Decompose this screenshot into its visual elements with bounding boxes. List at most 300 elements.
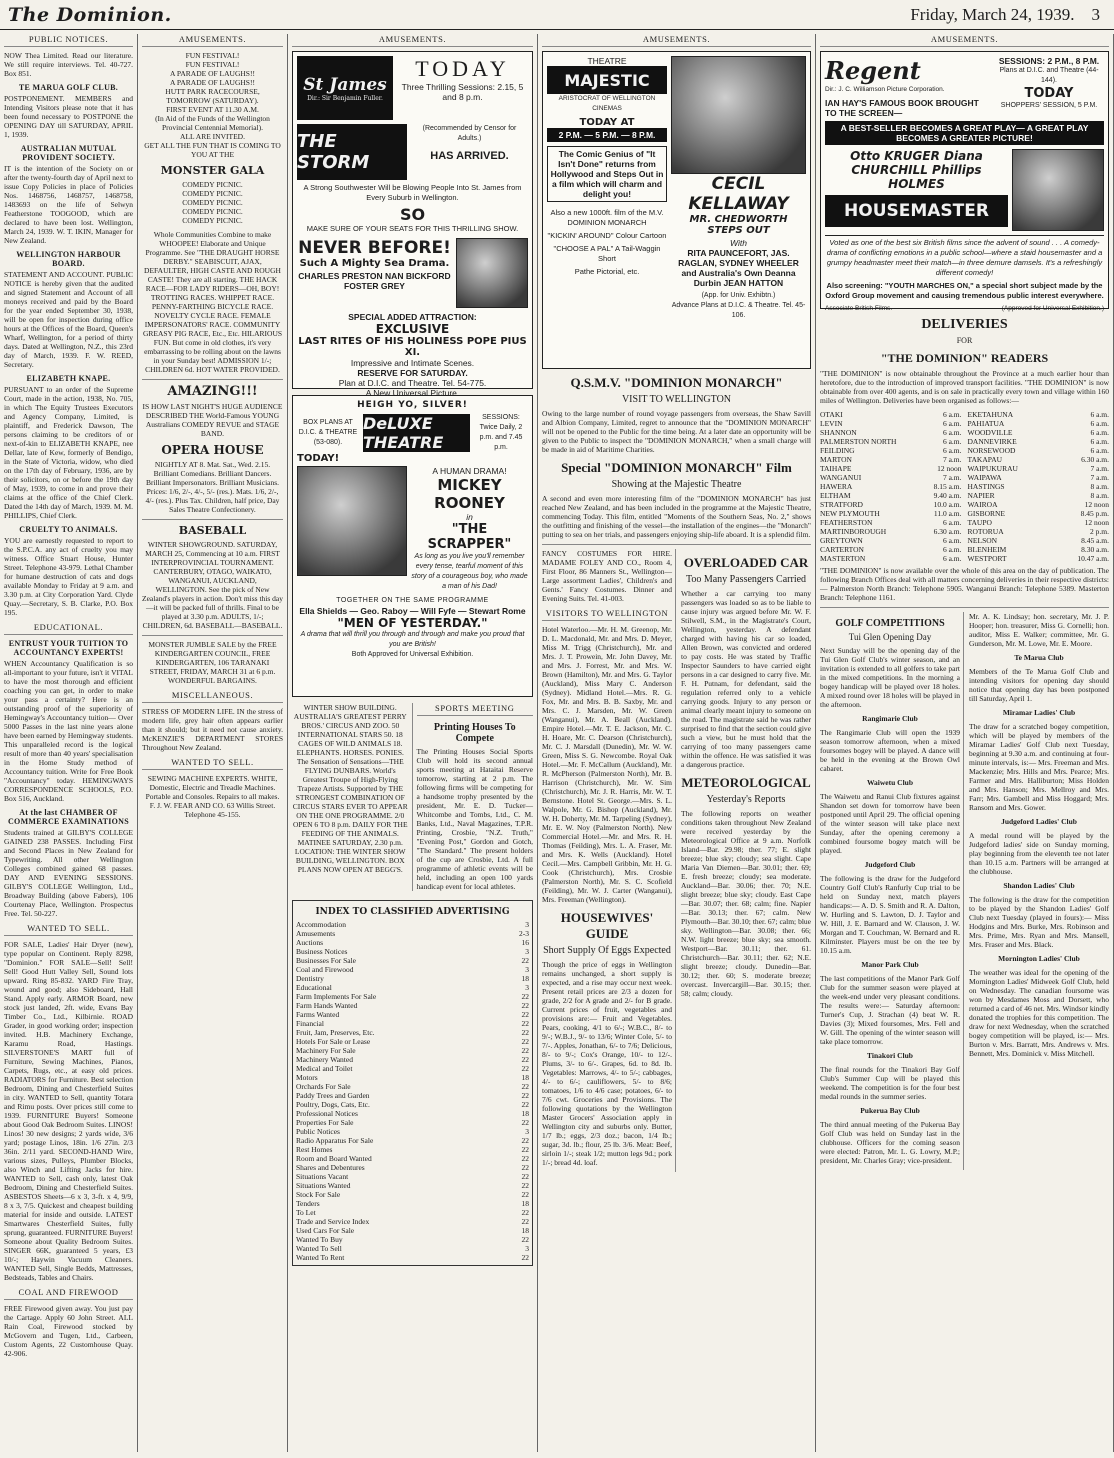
gala-body: Whole Communities Combine to make WHOOPEE! Elaborate and Unique Programme. See "THE DRAUGHT HORSE DERBY." SEABISCUIT, AJAX, DEFAULTER, HIGH CASTE AND ROUGH CASTE! They are all starting. THE HACK RACE—FOR LADY RIDERS—OH, BOY! TROTTING RACES. WHIPPET RACE. PENNY-FARTHING BICYCLE RACE. NOVELTY CYCLE RACE. FEMALE IMPERSONATORS' RACE. COMMUNITY GREASY PIG RACE, Etc., Etc. HILARIOUS FUN. But come in old clothes, it's very embarrassing to be rolling about on the lawns in your Sunday best! ADMISSION 1/-; CHILDREN 6d. HOT WATER PROVIDED. [142, 230, 283, 374]
deliveries-footer: "THE DOMINION" is now available over the whole of this area on the day of publication. The following Branch Offices deal with all matters concerning deliveries in their respective districts:— Palmerston North Branch: Telephone 5905. Wanganui Branch: Telephone 5389. Masterton Branch: Telephone 1161. [820, 566, 1109, 602]
index-page: 22 [521, 1154, 529, 1163]
delivery-time: 6 a.m. [1090, 419, 1109, 428]
amazing-body: IS HOW LAST NIGHT'S HUGE AUDIENCE DESCRIBED THE World-Famous YOUNG Australians COMEDY REVUE and STAGE BAND. [142, 402, 283, 438]
town: CARTERTON [820, 545, 864, 554]
index-label: Used Cars For Sale [296, 1226, 355, 1235]
special-film-body: A second and even more interesting film of the "DOMINION MONARCH" has just reached New Zealand, and has been included in the programme at the Majestic Theatre, commencing Today. This film, entitled "Moments of the Southern Seas, No. 2," shows the outfitting and finishing of the vessel—the installation of the engines—the "Monarch" putting to sea on her trials, and passengers enjoying ship-life aboard. It is a splendid film. [542, 494, 811, 539]
notice-body: STATEMENT AND ACCOUNT. PUBLIC NOTICE is hereby given that the audited and signed Statement and Account of all moneys received and paid by the Board for the year ended September 30, 1938, will be open for inspection during office hours at the Offices of the Board, Queen's Wharf, Wellington, for a period of thirty days. Dated at Wellington, N.Z., this 23rd day of March, 1939. F. W. REED, Secretary. [4, 270, 133, 369]
index-label: Properties For Sale [296, 1118, 354, 1127]
notice-body: POSTPONEMENT. MEMBERS and Intending Visitors please note that it has been found necessary to POSTPONE the OPENING DAY till SATURDAY, APRIL 1, 1939. [4, 94, 133, 139]
notice-title: ENTRUST YOUR TUITION TO ACCOUNTANCY EXPERTS! [8, 639, 129, 657]
delivery-row [820, 554, 962, 563]
index-label: Accommodation [296, 920, 346, 929]
index-label: Hotels For Sale or Lease [296, 1037, 371, 1046]
st-james-ad: St James Dir.: Sir Benjamin Fuller. TODAY Three Thrilling Sessions: 2.15, 5 and 8 p.m. THE STORM (Recommended by Censor for Adults.) HAS ARRIVED. A Strong Southwester Will be Blowing People Into St. James from Every Suburb in Wellington. SO MAKE SURE OF YOUR SEATS FOR THIS THRILLING SHOW. NEVER BEFORE! Such A Mighty Sea Drama. CHARLES PRESTON NAN BICKFORD FOSTER GREY SPECIAL ADDED ATTRACTION: EXCLUSIVE LAST RITES OF HIS HOLINESS POPE PIUS XI. Impressive and Intimate Scenes. RESERVE FOR SATURDAY. Plan at D.I.C. and Theatre. Tel. 54-775. A New Universal Picture. [292, 51, 533, 389]
delivery-row [968, 491, 1110, 500]
delivery-time: 2 p.m. [1090, 527, 1109, 536]
sports-title: Printing Houses To Compete [433, 722, 516, 744]
classified-index [292, 900, 533, 1266]
housemaster-title: HOUSEMASTER [825, 195, 1008, 227]
index-row [296, 1253, 529, 1262]
delivery-time: 6 a.m. [942, 518, 962, 527]
delivery-row [820, 428, 962, 437]
misc-heading: MISCELLANEOUS. [142, 690, 283, 703]
public-notice [4, 144, 133, 245]
town: NEW PLYMOUTH [820, 509, 880, 518]
delivery-time: 6 a.m. [1090, 410, 1109, 419]
picnic-line: COMEDY PICNIC. [182, 180, 243, 189]
notice-body: WHEN Accountancy Qualification is so all-important to your future, isn't it VITAL to have the most thorough and efficient coaching you can get, in order to make your pass a certainty? Here is an outstanding proof of the superiority of Hemingway's Accountancy tuition— Over 5000 Passes in the last nine years alone have been earned by Hemingway students. This unparalleled record is the logical result of more than 40 years' specialisation in the Home Study method of Accountancy tuition. Write for Free Book "Accountancy" today. HEMINGWAYS CORRESPONDENCE SCHOOLS, P.O. Box 516, Auckland. [4, 659, 133, 803]
town: HAWERA [820, 482, 853, 491]
delivery-row [820, 455, 962, 464]
delivery-time: 10.0 a.m. [933, 500, 962, 509]
delivery-time: 7 a.m. [1090, 464, 1109, 473]
public-notice [4, 250, 133, 369]
index-row [296, 1082, 529, 1091]
index-label: Orchards For Sale [296, 1082, 351, 1091]
regent-ad: Regent Dir.: J. C. Williamson Picture Corporation. IAN HAY'S FAMOUS BOOK BROUGHT TO THE SCREEN— SESSIONS: 2 P.M., 8 P.M. Plans at D.I.C. and Theatre (44-144). TODAY SHOPPERS' SESSION, 5 P.M. A BEST-SELLER BECOMES A GREAT PLAY— A GREAT PLAY BECOMES A GREATER PICTURE! Otto KRUGER Diana CHURCHILL Phillips HOLMES HOUSEMASTER Voted as one of the best six British films since the advent of sound . . . A comedy-drama of conflicting emotions in a public school—where a staid housemaster and a grumpy headmaster meet their match—in three demure damsels. It's a refreshingly different comedy! Also screening: "YOUTH MARCHES ON," a special short subject made by the Oxford Group movement and causing tremendous public interest everywhere. Associate British Films. (Approved for Universal Exhibition.) [820, 51, 1109, 309]
index-label: Rest Homes [296, 1145, 333, 1154]
educational-notice [4, 808, 133, 918]
delivery-row [968, 437, 1110, 446]
notice-title: WELLINGTON HARBOUR BOARD. [16, 250, 121, 268]
index-page: 22 [521, 1019, 529, 1028]
fancy-costumes-ad: FANCY COSTUMES FOR HIRE. MADAME FOLEY AND CO., Room 4, First Floor, 86 Manners St., Wellington—Large assortment Ladies', Children's and Gents.' Fancy Costumes. Dinner and Evening Suits. Tel. 41-003. [542, 549, 672, 603]
town: MARTON [820, 455, 852, 464]
delivery-times-table [820, 410, 1109, 563]
index-label: Public Notices [296, 1127, 340, 1136]
index-row [296, 947, 529, 956]
delivery-row [820, 473, 962, 482]
delivery-time: 10.47 a.m. [1077, 554, 1109, 563]
index-row [296, 1046, 529, 1055]
page-number: 3 [1091, 5, 1100, 24]
index-page: 22 [521, 1064, 529, 1073]
index-label: Farm Hands Wanted [296, 1001, 358, 1010]
index-page: 18 [521, 1226, 529, 1235]
index-page: 22 [521, 1217, 529, 1226]
index-row [296, 1136, 529, 1145]
fun-line: ALL ARE INVITED. [180, 132, 245, 141]
delivery-time: 12 noon [1084, 500, 1109, 509]
picnic-line: COMEDY PICNIC. [182, 189, 243, 198]
town: ROTORUA [967, 527, 1004, 536]
delivery-time: 6 a.m. [942, 536, 962, 545]
index-page: 3 [525, 920, 529, 929]
pope-film: LAST RITES OF HIS HOLINESS POPE PIUS XI. [298, 336, 527, 358]
index-label: Dentistry [296, 974, 324, 983]
golf-heading: GOLF COMPETITIONS [835, 618, 945, 629]
delivery-time: 9.40 a.m. [933, 491, 962, 500]
delivery-row [968, 536, 1110, 545]
town: MASTERTON [820, 554, 866, 563]
jumble-sale: MONSTER JUMBLE SALE by the FREE KINDERGARTEN COUNCIL, FREE KINDERGARTEN, 106 TARANAKI STREET, FRIDAY, MARCH 31 at 6 p.m. WONDERFUL BARGAINS. [148, 640, 277, 685]
column-heading: AMUSEMENTS. [292, 34, 533, 47]
index-page: 3 [525, 983, 529, 992]
public-notice [4, 374, 133, 520]
town: MARTINBOROUGH [820, 527, 887, 536]
public-notices-list [4, 51, 133, 617]
index-label: Amusements [296, 929, 336, 938]
opera-house-title: OPERA HOUSE [161, 443, 264, 457]
index-label: Machinery For Sale [296, 1046, 356, 1055]
index-row [296, 1019, 529, 1028]
special-film-heading: Special "DOMINION MONARCH" Film [561, 460, 792, 475]
notice-body: Students trained at GILBY'S COLLEGE GAINED 238 PASSES. Including First and Second Places in New Zealand for Typewriting. All other Wellington Colleges combined gained 68 passes. DAY AND EVENING SESSIONS. GILBY'S COLLEGE Wellington, Ltd., Broadway Building (above Fabers), 106 Courtenay Place, Wellington. Prospectus Free. Tel. 50-227. [4, 828, 133, 918]
delivery-time: 6 a.m. [1090, 437, 1109, 446]
delivery-row [968, 527, 1110, 536]
column-amusements-4: AMUSEMENTS. Regent Dir.: J. C. Williamson Picture Corporation. IAN HAY'S FAMOUS BOOK BROUGHT TO THE SCREEN— SESSIONS: 2 P.M., 8 P.M. Plans at D.I.C. and Theatre (44-144). TODAY SHOPPERS' SESSION, 5 P.M. A BEST-SELLER BECOMES A GREAT PLAY— A GREAT PLAY BECOMES A GREATER PICTURE! Otto KRUGER Diana CHURCHILL Phillips HOLMES HOUSEMASTER Voted as one of the best six British films since the advent of sound . . . A comedy-drama of conflicting emotions in a public school—where a staid housemaster and a grumpy headmaster meet their match—in three demure damsels. It's a refreshingly different comedy! Also screening: "YOUTH MARCHES ON," a special short subject made by the Oxford Group movement and causing tremendous public interest everywhere. Associate British Films. (Approved for Universal Exhibition.) DELIVERIES FOR "THE DOMINION" READERS "THE DOMINION" is now obtainable throughout the Province at a much earlier hour than heretofore, due to the introduction of improved transport facilities. "THE DOMINION" is now obtainable from over 400 agents, and is on sale in practically every town and village within 160 miles of Wellington. Deliveries have been organised as follows:— OTAKI 6 a.m. LEVIN 6 a.m. SHANNON 6 a.m. PALMERSTON NORTH 6 a.m. FEILDING 6 a.m. MARTON 7 a.m. TAIHAPE 12 noon WANGANUI 7 a.m. HAWERA 8.15 a.m. ELTHAM 9.40 a.m. STRATFORD 10.0 a.m. NEW PLYMOUTH 11.0 a.m. FEATHERSTON 6 a.m. MARTINBOROUGH 6.30 a.m. GREYTOWN 6 a.m. CARTERTON 6 a.m. MASTERTON 6 a.m. EKETAHUNA 6 a.m. PAHIATUA 6 a.m. WOODVILLE 6 a.m. DANNEVIRKE 6 a.m. NORSEWOOD 6 a.m. TAKAPAU 6.30 a.m. WAIPUKURAU 7 a.m. WAIPAWA 7 a.m. HASTINGS 8 a.m. NAPIER 8 a.m. WAIROA 12 noon GISBORNE 8.45 p.m. TAUPO 12 noon ROTORUA 2 p.m. NELSON 8.45 a.m. BLENHEIM 8.30 a.m. WESTPORT 10.47 a.m. "THE DOMINION" is now available over the whole of this area on the day of publication. The following Branch Offices deal with all matters concerning deliveries in their respective districts:— Palmerston North Branch: Telephone 5905. Wanganui Branch: Telephone 5389. Masterton Branch: Telephone 1161. GOLF COMPETITIONS Tui Glen Opening Day Next Sunday will be the opening day of the Tui Glen Golf Club's winter season, and an invitation is extended to all golfers to take part in the mixed competitions. In the morning a bogey handicap will be played over 18 holes. A mixed round over 18 holes will be played in the afternoon. Rangimarie Club The Rangimarie Club will open the 1939 season tomorrow afternoon, when a mixed foursomes bogey will be played. A dance will be held in the evening at the Brown Owl cabaret. Waiwetu Club The Waiwetu and Ranui Club fixtures against Shandon set down for tomorrow have been postponed until April 29. The official opening of the winter season will take place next Sunday, after the opening ceremony a combined foursome bogey match will be played. Judgeford Club The following is the draw for the Judgeford Country Golf Club's Ranfurly Cup trial to be held on Sunday next, match players handicaps:— A. D. S. Smith and R. A. Dalton, W. Hurling and S. Lawton, D. J. Taylor and W. Hill, J. E. Barnard and W. Clauson, J. W. Morgan and T. Couchman, W. Bernard and R. Kilminster. Players must be on the tee by 10.15 a.m. Manor Park Club The last competitions of the Manor Park Golf Club for the summer season were played at the week-end under very pleasant conditions. The results were:— Saturday afternoon: Turner's Cup, J. Strachan (4) beat W. R. Davies (3); Mixed foursomes, Mrs. Fell and W. Gill. The opening of the winter season will take place tomorrow. Tinakori Club The final rounds for the Tinakori Bay Golf Club's Summer Cup will be played this weekend. The competition is for the four best medal rounds in the summer series. Pukerua Bay Club The third annual meeting of the Pukerua Bay Golf Club was held on Sunday last in the clubhouse. Officers for the coming season were elected: Patron, Mr. L. G. Lowry, M.P.; president, Mr. Charles Gray; vice-president. Mr. A. K. Lindsay; hon. secretary, Mr. J. P. Hooper; hon. treasurer, Miss G. Cornelli; hon. auditor, Miss E. Walker; committee, Mr. G. Gunderson, Mr. M. Lowe, Mr. E. Moore. Te Marua Club Members of the Te Marua Golf Club and intending visitors for opening day should notice that opening day has been postponed till Saturday, April 1. Miramar Ladies' Club The draw for a scratched bogey competition, which will be played by members of the Miramar Ladies' Golf Club next Tuesday, beginning at 9.30 a.m. and continuing at four-minute intervals, is:— Mrs. Freeman and Mrs. Mackenzie; Mrs. Hills and Mrs. Pearce; Mrs. Farmer and Mrs. Halliburton; Miss Holden and Mrs. Hanson; Mrs. Mellroy and Mrs. Farr; Mrs. Gambell and Miss Hoggard; Mrs. Ransom and Mrs. Gower. Judgeford Ladies' Club A medal round will be played by the Judgeford ladies' side on Sunday morning, play beginning from the eleventh tee not later than 10.15 a.m. Partners will be arranged at the clubhouse. Shandon Ladies' Club The following is the draw for the competition to be played by the Shandon Ladies' Golf Club next Tuesday (played in fours):— Miss Hodgins and Mrs. Burke, Mrs. Robinson and Mrs. Prime, Mrs. Ryan and Mrs. Mansell, Mrs. Fraser and Mrs. Black. Mornington Ladies' Club The weather was ideal for the opening of the Mornington Ladies' Midweek Golf Club, held on Wednesday. The canadian foursome was won by Mesdames Moss and Dorsett, who returned a card of 46 net. Mrs. Windsor kindly donated the trophies for this competition. The draw for next Wednesday, when the scratched bogey competition will be played, is:— Mrs. Burton v. Mrs. Barratt, Mrs. Andrews v. Mrs. Bennett, Mrs. Dominick v. Miss Mitchell. [816, 34, 1114, 1452]
index-page: 22 [521, 956, 529, 965]
index-page: 22 [521, 1136, 529, 1145]
town: WAIPAWA [967, 473, 1002, 482]
opera-body: NIGHTLY AT 8. Mat. Sat., Wed. 2.15. Brilliant Comedians. Brilliant Dancers. Brilliant Impersonators. Brilliant Musicians. Prices: 1/6, 2/-, 4/-, 5/- (res.). Mats. 1/6, 2/-, 4/- (res.). Plus Tax. Children, half price, Day Sales Theatre Confectionery. [145, 460, 280, 514]
index-label: Professional Notices [296, 1109, 358, 1118]
index-page: 18 [521, 1109, 529, 1118]
column-heading: AMUSEMENTS. [820, 34, 1109, 47]
fun-line: FUN FESTIVAL! [185, 51, 240, 60]
index-label: Paddy Trees and Garden [296, 1091, 370, 1100]
town: WAIROA [967, 500, 998, 509]
delivery-row [968, 446, 1110, 455]
delivery-row [820, 509, 962, 518]
index-row [296, 1145, 529, 1154]
index-page: 3 [525, 965, 529, 974]
index-page: 22 [521, 1253, 529, 1262]
index-label: Coal and Firewood [296, 965, 354, 974]
delivery-row [968, 428, 1110, 437]
st-james-logo: St James Dir.: Sir Benjamin Fuller. [297, 56, 393, 120]
index-label: Poultry, Dogs, Cats, Etc. [296, 1100, 370, 1109]
fun-line: FUN FESTIVAL! [185, 60, 240, 69]
scrapper-title: "THE SCRAPPER" [427, 522, 512, 552]
delivery-row [820, 410, 962, 419]
town: NAPIER [967, 491, 995, 500]
index-label: Wanted To Rent [296, 1253, 345, 1262]
chedworth-title: MR. CHEDWORTH STEPS OUT [689, 214, 788, 236]
index-label: Situations Vacant [296, 1172, 349, 1181]
delivery-time: 6 a.m. [942, 419, 962, 428]
town: SHANNON [820, 428, 857, 437]
picnic-line: COMEDY PICNIC. [182, 207, 243, 216]
baseball-title: BASEBALL [178, 524, 247, 537]
index-page: 16 [521, 938, 529, 947]
deliveries-heading: DELIVERIES [921, 317, 1008, 332]
index-label: Auctions [296, 938, 324, 947]
delivery-row [820, 482, 962, 491]
index-label: Farm Implements For Sale [296, 992, 377, 1001]
index-row [296, 974, 529, 983]
index-heading: INDEX TO CLASSIFIED ADVERTISING [315, 907, 510, 917]
delivery-row [968, 518, 1110, 527]
delivery-time: 8.45 a.m. [1081, 536, 1109, 545]
town: GISBORNE [967, 509, 1006, 518]
town: TAUPO [967, 518, 992, 527]
index-page: 3 [525, 947, 529, 956]
index-row [296, 1010, 529, 1019]
delivery-row [820, 491, 962, 500]
index-row [296, 1001, 529, 1010]
never-before: NEVER BEFORE! [298, 238, 451, 258]
index-page: 22 [521, 1055, 529, 1064]
fun-line: GET ALL THE FUN THAT IS COMING TO YOU AT THE [144, 141, 281, 159]
delivery-time: 11.0 a.m. [933, 509, 962, 518]
delivery-row [968, 554, 1110, 563]
notice-title: TE MARUA GOLF CLUB. [18, 83, 119, 92]
index-label: Wanted To Buy [296, 1235, 343, 1244]
majestic-ad: THEATRE MAJESTIC ARISTOCRAT OF WELLINGTON CINEMAS TODAY AT 2 P.M. — 5 P.M. — 8 P.M. The Comic Genius of "It Isn't Done" returns from Hollywood and Steps Out in a film which will charm and delight you! Also a new 1000ft. film of the M.V. DOMINION MONARCH "KICKIN' AROUND" Colour Cartoon "CHOOSE A PAL" A Tail-Waggin Short Pathe Pictorial, etc. CECIL KELLAWAY MR. CHEDWORTH STEPS OUT With RITA PAUNCEFORT, JAS. RAGLAN, SYDNEY WHEELER and Australia's Own Deanna Durbin JEAN HATTON (App. for Univ. Exhibtn.) Advance Plans at D.I.C. & Theatre. Tel. 45-106. [542, 51, 811, 369]
index-row [296, 1109, 529, 1118]
town: STRATFORD [820, 500, 863, 509]
index-label: Medical and Toilet [296, 1064, 353, 1073]
delivery-time: 8 a.m. [1090, 482, 1109, 491]
index-label: Educational [296, 983, 332, 992]
fun-line: (In Aid of the Funds of the Wellington Provincial Centennial Memorial). [155, 114, 270, 132]
notice-title: CRUELTY TO ANIMALS. [19, 525, 118, 534]
town: WANGANUI [820, 473, 862, 482]
visitors-body: Hotel Waterloo.—Mr. H. M. Greenop, Mr. D. L. Macdonald, Mr. and Mrs. D. Meyer, Miss M. Trigg (Christchurch), Mr. and Mrs. J. T. Prowein, Mr. John Davey, Mr. and Mrs. J. Forrest, Mr. and Mrs. W. Brown (Hamilton), Mr. and Mrs. G. Taylor (Auckland), Miss Mary C. Anderson (Sydney). Midland Hotel.—Mrs. R. G. Fox, Mr. and Mrs. B. B. Saxby, Mr. and Mrs. C. J. Marsden, Mr. W. Green (Wanganui), Mr. A. Beall (Auckland). Empire Hotel.—Mr. T. E. Jackson, Mr. C. H. Hoare, Mr. C. Dearson (Christchurch), Mr. C. J. Marsdall (Dunedin), Mr. W. W. Green, Miss S. G. Newcombe. Royal Oak Hotel.—Mr. F. McCallum (Auckland), Mr. R. McPherson (Palmerston North), Mr. B. Harrison (Christchurch), Mr. W. Sim (Christchurch), Mr. J. R. Harris, Mr. W. T. Bernstone. Hotel St. George.—Mrs. S. L. Walpole, Mr. G. Bishop (Auckland), Mr. W. H. Doherty, Mr. M. Tarpeling (Sydney), Mr. E. W. Noy (Palmerston North). New Commercial Hotel.—Mr. and Mrs. R. H. Thomas (Feilding), Mrs. L. A. Fraser, Mr. and Mrs. K. Wells (Auckland). Hotel Cecil.—Mrs. Campbell Gribbin, Mr. H. G. Cook (Christchurch), Mrs. Crosbie (Palmerston North), Mr. S. C. Scofield (Feilding), Mr. W. J. Carter (Wanganui), Mrs. Freeman (Wellington). [542, 625, 672, 904]
index-row [296, 965, 529, 974]
wanted-body: SEWING MACHINE EXPERTS. WHITE, Domestic, Electric and Treadle Machines. Portable and Consoles. Repairs to all makes. F. J. W. FEAR AND CO. 63 Willis Street. Telephone 45-155. [145, 774, 280, 819]
delivery-row [820, 545, 962, 554]
issue-date [910, 5, 1100, 25]
majestic-logo: MAJESTIC [547, 66, 667, 94]
educational-notice [4, 639, 133, 803]
index-row [296, 1028, 529, 1037]
delivery-time: 8.45 p.m. [1080, 509, 1109, 518]
town: HASTINGS [967, 482, 1005, 491]
fun-festival [142, 51, 283, 159]
delivery-time: 6 a.m. [942, 554, 962, 563]
index-page: 22 [521, 1145, 529, 1154]
regent-logo: Regent [825, 56, 921, 85]
column-heading: AMUSEMENTS. [542, 34, 811, 47]
delivery-time: 8.30 a.m. [1081, 545, 1109, 554]
housemaster-still [1012, 149, 1104, 231]
index-page: 22 [521, 1082, 529, 1091]
fun-line: FIRST EVENT AT 11.30 A.M. [166, 105, 259, 114]
index-label: Radio Apparatus For Sale [296, 1136, 374, 1145]
delivery-time: 6 a.m. [942, 437, 962, 446]
index-row [296, 1235, 529, 1244]
monster-gala-title: MONSTER GALA [160, 164, 265, 177]
town: FEILDING [820, 446, 855, 455]
column-amusements-2 [288, 34, 538, 1452]
index-page: 2-3 [519, 929, 529, 938]
delivery-row [968, 410, 1110, 419]
amazing-title: AMAZING!!! [167, 384, 258, 399]
date-text: Friday, March 24, 1939. [910, 5, 1075, 24]
index-row [296, 938, 529, 947]
town: OTAKI [820, 410, 843, 419]
sessions: Three Thrilling Sessions: 2.15, 5 and 8 p.m. [401, 82, 524, 102]
dominion-monarch-heading: Q.S.M.V. "DOMINION MONARCH" [570, 375, 783, 390]
index-label: Wanted To Sell [296, 1244, 342, 1253]
wanted-heading: WANTED TO SELL. [142, 757, 283, 770]
notice-title: AUSTRALIAN MUTUAL PROVIDENT SOCIETY. [20, 144, 117, 162]
index-page: 22 [521, 1163, 529, 1172]
index-row [296, 1073, 529, 1082]
coal-heading: COAL AND FIREWOOD [4, 1287, 133, 1300]
notice-title: At the last CHAMBER OF COMMERCE EXAMINATIONS [7, 808, 130, 826]
misc-body: STRESS OF MODERN LIFE. IN the stress of modern life, grey hair often appears earlier than it should; but it need not cause anxiety. McKENZIE'S DEPARTMENT STORES Throughout New Zealand. [142, 707, 283, 752]
delivery-time: 6 a.m. [942, 446, 962, 455]
delivery-row [968, 509, 1110, 518]
index-label: Tenders [296, 1199, 320, 1208]
delivery-row [820, 464, 962, 473]
notice-body: YOU are earnestly requested to report to the S.P.C.A. any act of cruelty you may witness. Office Stuart House, Hunter Street. Telephone 43-979. Lethal Chamber for humane destruction of cats and dogs available Monday to Friday at 9 a.m. and 3.30 p.m. at City Corporation Yard. Clyde Quay.—Secretary, S. B. Clarke, P.O. Box 195. [4, 536, 133, 617]
index-page: 22 [521, 1091, 529, 1100]
town: NORSEWOOD [967, 446, 1016, 455]
town: BLENHEIM [967, 545, 1007, 554]
actor-portrait [456, 238, 528, 308]
delivery-row [968, 419, 1110, 428]
town: DANNEVIRKE [967, 437, 1017, 446]
dominion-monarch-body: Owing to the large number of round voyage passengers from overseas, the Shaw Savill and Albion Company, Limited, regret to announce that the "DOMINION MONARCH" will not be opened to the Public for the time being. At a later date an opportunity will be given to the Public to inspect the "DOMINION MONARCH," when a small charge will be made in aid of Maritime Charities. [542, 409, 811, 454]
index-label: Machinery Wanted [296, 1055, 353, 1064]
today-label: TODAY [415, 56, 510, 81]
notice-body: PURSUANT to an order of the Supreme Court, made in the action, 1938, No. 705, in which The Equity Trustees Executors and Agency Company, Limited, is plaintiff, and Frederick Dawson, The persons claiming to be creditors of or next-of-kin to ELIZABETH KNAPE, nee Dellar, late of Kew, formerly of Bendigo, in the State of Victoria, widow, who died on the 17th day of February, 1936, are by their solicitors, on or before the 19th day of May, 1939, to come in and prove their claims at the office of the Chief Clerk. Dated the 14th day of March, 1939. M. M. PHILLIPS, Chief Clerk. [4, 385, 133, 520]
index-label: Shares and Debentures [296, 1163, 365, 1172]
index-label: Business Notices [296, 947, 348, 956]
cecil-kellaway-portrait [671, 56, 806, 174]
town: EKETAHUNA [967, 410, 1014, 419]
delivery-time: 8.15 a.m. [933, 482, 962, 491]
index-label: Motors [296, 1073, 318, 1082]
town: NELSON [967, 536, 998, 545]
fun-line: A PARADE OF LAUGHS!! [170, 78, 255, 87]
wanted-to-sell-body: FOR SALE, Ladies' Hair Dryer (new), type popular on Continent. Reply 8298, "Dominion." FOR SALE—Sell! Sell! Sell! Good Hutt Valley Sell, Sound lots upward. Ring 85-832. YARD Fire Tray, wound and good; also Sideboard, Hall Stand. Apply early. ARMOR Board, new stock just landed, 2ft. wide, Evans Bay Timber Co., Ltd., Kilbirnie. ROAD Grader, in good working order; inspection invited. H.B. Machinery Exchange, Karamu Road, Hastings. SILVERSTONE'S MART full of Furniture, Sewing Machines, Pianos, Carpets, Rugs, etc., at easy old prices. RADIATORS for Furniture. Best selection Bedroom, Dining and Chesterfield Suites in city. WANTED to Sell, quantity Totara and Rimu posts. Over prices still come to 1939. FURNITURE Buyers! Someone about Good Oak Bedroom Suites. LINOS! Linos! 30 new designs; 2 yards wide, 3/6 yard; postage Linos, 18in. 1/6 27in. 2/3 36in. 2/11 yard. SECOND-HAND Wire, various sizes, Pulleys, Plumber Blocks, also Winch and Lifting Jacks for hire. WANTED to Sell, cash only, latest Oak Bedroom, Dining and Chesterfield Suites. ASBESTOS Sheets—6 x 3, 3-ft. x 4, 9/9, 8 x 3, 7/5. Quickest and cheapest building material for inside and outside. LATEST Smartwares Chesterfield Suites, fully sprung, guaranteed. FURNITURE Buyers! Someone about Quality Bedroom Suites. SINGER 66K, guaranteed 5 years, £3 10/-; Haywin Vacuum Cleaners. WANTED Sell, Single Bedds, Mattresses, Bedsteads, Tables and Chairs. [4, 940, 133, 1282]
index-label: Farms Wanted [296, 1010, 340, 1019]
index-page: 22 [521, 1001, 529, 1010]
delivery-row [820, 419, 962, 428]
index-row [296, 1172, 529, 1181]
delivery-time: 6.30 a.m. [933, 527, 962, 536]
delivery-time: 12 noon [1084, 518, 1109, 527]
town: WAIPUKURAU [967, 464, 1018, 473]
index-page: 3 [525, 1244, 529, 1253]
wanted-to-sell-heading: WANTED TO SELL. [4, 923, 133, 936]
delivery-time: 6 a.m. [942, 545, 962, 554]
housewives-body: Though the price of eggs in Wellington remains unchanged, a short supply is expected, and a rise may occur next week. Present retail prices are 2/3 a dozen for grade, 2/2 for A grade and 2/- for B grade. Current prices of fruit, vegetables and provisions are:— Fruit and Vegetables. Pears, cooking, 4/1 to 6/-; W.B.C., 8/- to 9/-; W.B.J., 9/- to 13/6; Winter Cole, 5/- to 7/-. Apples, Jonathan, 6/- to 7/6; Delicious, 8/- to 9/-; Cox's Orange, 10/- to 12/-. Plums, 3/- to 6/-. Grapes, 6d. to 8d. lb. Vegetables: Marrows, 4/- to 5/-; cabbages, 4/- to 6/-; cauliflowers, 5/- to 8/6; tomatoes, 1/6 to 4/6 case; potatoes, 6/- to 7/6 cwt. Groceries and Provisions. The following quotations by the Wellington Master Grocers' Association apply in Wellington city and suburbs only. Butter, 1/7 lb.; eggs, 2/3 doz.; bacon, 1/4 lb.; sugar, 3d. lb.; flour, 25 lb. 3/6. Meat: Beef, sirloin 1/-; steak 1/2; mutton legs 9d.; pork 1/-; bread 4d. loaf. [542, 960, 672, 1167]
index-label: To Let [296, 1208, 316, 1217]
town: GREYTOWN [820, 536, 863, 545]
index-row [296, 1226, 529, 1235]
delivery-row [820, 518, 962, 527]
delivery-time: 6 a.m. [1090, 446, 1109, 455]
public-notice [4, 525, 133, 617]
deluxe-logo: DeLUXE THEATRE [363, 414, 470, 452]
index-row [296, 992, 529, 1001]
index-page: 22 [521, 1190, 529, 1199]
delivery-time: 8 a.m. [1090, 491, 1109, 500]
sports-body: The Printing Houses Social Sports Club will hold its second annual sports meeting at Hataitai Reserve tomorrow, starting at 2 p.m. The following firms will be competing for a handsome trophy presented by the president, Mr. E. D. Tucker—Whitcombe and Tombs, Ltd., C. M. Banks, Ltd., Naval Magazines, T.P.R. Printing, Crosbie, "N.Z. Truth," "Evening Post," Gordon and Gotch, "The Standard." The present holders of the cup are Crosbie, Ltd. A full programme of athletic events will be held, including an open 100 yards handicap event for local athletes. [416, 747, 533, 891]
masthead [0, 0, 1114, 30]
town: LEVIN [820, 419, 843, 428]
delivery-row [820, 500, 962, 509]
notice-body: NOW Thea Limited. Read our literature. We still require interviews. Tel. 40-727. Box 851. [4, 51, 133, 78]
index-page: 22 [521, 1235, 529, 1244]
delivery-time: 7 a.m. [942, 473, 962, 482]
delivery-row [968, 455, 1110, 464]
notice-title: ELIZABETH KNAPE. [26, 374, 111, 383]
index-row [296, 983, 529, 992]
index-page: 22 [521, 992, 529, 1001]
meteorological-body: The following reports on weather conditions taken throughout New Zealand were received yesterday by the Meteorological Office at 9 a.m. Norfolk Island—Bar. 29.98; ther. 77; E. slight breeze; blue sky; cloudy; sea slight. Cape Maria Van Diemen—Bar. 30.01; ther. 69; E. fresh breeze; cloudy; sea moderate. Auckland—Bar. 30.06; ther. 70; N.E. slight breeze; blue sky; cloudy. East Cape—Bar. 30.07; ther. 68; calm; fine. Napier—Bar. 30.13; ther. 67; calm. New Plymouth—Bar. 30.10; ther. 67; calm; blue sky. Wellington—Bar. 30.08; ther. 66; N.W. light breeze; blue sky; sea smooth. Westport—Bar. 30.11; ther. 61. Christchurch—Bar. 30.11; ther. 62; N.E. slight breeze; cloudy. Dunedin—Bar. 30.12; ther. 60; S. moderate breeze; overcast. Invercargill—Bar. 30.15; ther. 58; calm; cloudy. [681, 809, 811, 998]
index-page: 22 [521, 1172, 529, 1181]
index-row [296, 1181, 529, 1190]
delivery-row [968, 464, 1110, 473]
column-heading: AMUSEMENTS. [142, 34, 283, 47]
column-heading: PUBLIC NOTICES. [4, 34, 133, 47]
index-page: 22 [521, 1010, 529, 1019]
delivery-time: 6 a.m. [942, 428, 962, 437]
town: TAKAPAU [967, 455, 1003, 464]
fun-line: TOMORROW (SATURDAY). [166, 96, 259, 105]
notice-body: IT is the intention of the Society on or after the twenty-fourth day of April next to issue Copy Policies in place of Policies Nos. 1468756, 1468757, 1468758, 1483693 on the life of Selwyn Featherstone TOOGOOD, which are declared to have been lost. Wellington, March 24, 1939. W. T. IKIN, Manager for New Zealand. [4, 164, 133, 245]
delivery-time: 6 a.m. [1090, 428, 1109, 437]
delivery-row [820, 437, 962, 446]
delivery-row [968, 545, 1110, 554]
delivery-row [820, 527, 962, 536]
overloaded-car-heading: OVERLOADED CAR [683, 555, 809, 570]
town: ELTHAM [820, 491, 851, 500]
comedy-picnic-list [142, 180, 283, 225]
index-row [296, 1208, 529, 1217]
index-row [296, 1091, 529, 1100]
deluxe-ad: HEIGH YO, SILVER! BOX PLANS AT D.I.C. & THEATRE (53-080). DeLUXE THEATRE SESSIONS: Twice Daily, 2 p.m. and 7.45 p.m. TODAY! A HUMAN DRAMA! MICKEY ROONEY in "THE SCRAPPER" As long as you live you'll remember every tense, tearful moment of this story of a courageous boy, who made a man of his Dad! TOGETHER ON THE SAME PROGRAMME Ella Shields — Geo. Raboy — Will Fyfe — Stewart Rome "MEN OF YESTERDAY." A drama that will thrill you through and through and make you proud that you are British! Both Approved for Universal Exhibition. [292, 395, 533, 697]
coal-body: FREE Firewood given away. You just pay the Cartage. Apply 60 John Street. ALL Rain Coal, Firewood stocked by McGovern and Tugen, Ltd., Carbeen, Custom Agents, 22 Customhouse Quay. 42-906. [4, 1304, 133, 1358]
index-page: 22 [521, 1100, 529, 1109]
overloaded-car-body: Whether a car carrying too many passengers was loaded so as to be liable to cause injury was argued before Mr. W. F. Stilwell, S.M., in the Magistrate's Court, Wellington, yesterday. A defendant charged with having his car so loaded, Allen Brown, was convicted and ordered to pay costs. He was stated by Traffic Inspector Saunders to have carried eight persons in a car designed to carry five. Mr. F. H. Putnam, for defendant, said the regulation referred only to a vehicle carrying goods. Injury to any person or animal clearly meant injury to someone on the road. The magistrate said he was rather surprised to find that the section could give such a view, but he must hold that the carrying of too many passengers came within the offence. He was satisfied it was a dangerous practice. [681, 589, 811, 769]
housewives-heading: HOUSEWIVES' GUIDE [560, 910, 654, 941]
town: TAIHAPE [820, 464, 852, 473]
delivery-row [820, 446, 962, 455]
index-row [296, 1100, 529, 1109]
index-label: Financial [296, 1019, 324, 1028]
column-amusements-3: AMUSEMENTS. THEATRE MAJESTIC ARISTOCRAT OF WELLINGTON CINEMAS TODAY AT 2 P.M. — 5 P.M. — 8 P.M. The Comic Genius of "It Isn't Done" returns from Hollywood and Steps Out in a film which will charm and delight you! Also a new 1000ft. film of the M.V. DOMINION MONARCH "KICKIN' AROUND" Colour Cartoon "CHOOSE A PAL" A Tail-Waggin Short Pathe Pictorial, etc. CECIL KELLAWAY MR. CHEDWORTH STEPS OUT With RITA PAUNCEFORT, JAS. RAGLAN, SYDNEY WHEELER and Australia's Own Deanna Durbin JEAN HATTON (App. for Univ. Exhibtn.) Advance Plans at D.I.C. & Theatre. Tel. 45-106. Q.S.M.V. "DOMINION MONARCH" VISIT TO WELLINGTON Owing to the large number of round voyage passengers from overseas, the Shaw Savill and Albion Company, Limited, regret to announce that the "DOMINION MONARCH" will not be opened to the Public for the time being. At a later date an opportunity will be given to the Public to inspect the "DOMINION MONARCH," when a small charge will be made in aid of Maritime Charities. Special "DOMINION MONARCH" Film Showing at the Majestic Theatre A second and even more interesting film of the "DOMINION MONARCH" has just reached New Zealand, and has been included in the programme at the Majestic Theatre, commencing Today. This film, entitled "Moments of the Southern Seas, No. 2," shows the outfitting and finishing of the vessel—the installation of the engines—the "Monarch" putting to sea on her trials, and passengers enjoying ship-life aboard. It is a splendid film. FANCY COSTUMES FOR HIRE. MADAME FOLEY AND CO., Room 4, First Floor, 86 Manners St., Wellington—Large assortment Ladies', Children's and Gents.' Fancy Costumes. Dinner and Evening Suits. Tel. 41-003. VISITORS TO WELLINGTON Hotel Waterloo.—Mr. H. M. Greenop, Mr. D. L. Macdonald, Mr. and Mrs. D. Meyer, Miss M. Trigg (Christchurch), Mr. and Mrs. J. T. Prowein, Mr. John Davey, Mr. and Mrs. J. Forrest, Mr. and Mrs. W. Brown (Hamilton), Mr. and Mrs. G. Taylor (Auckland), Miss Mary C. Anderson (Sydney). Midland Hotel.—Mrs. R. G. Fox, Mr. and Mrs. B. B. Saxby, Mr. and Mrs. C. J. Marsden, Mr. W. Green (Wanganui), Mr. A. Beall (Auckland). Empire Hotel.—Mr. T. E. Jackson, Mr. C. H. Hoare, Mr. C. Dearson (Christchurch), Mr. C. J. Marsdall (Dunedin), Mr. W. W. Green, Miss S. G. Newcombe. Royal Oak Hotel.—Mr. F. McCallum (Auckland), Mr. R. McPherson (Palmerston North), Mr. B. Harrison (Christchurch), Mr. W. Sim (Christchurch), Mr. J. R. Harris, Mr. W. T. Bernstone. Hotel St. George.—Mrs. S. L. Walpole, Mr. G. Bishop (Auckland), Mr. W. H. Doherty, Mr. M. Tarpeling (Sydney), Mr. E. W. Noy (Palmerston North). New Commercial Hotel.—Mr. and Mrs. R. H. Thomas (Feilding), Mrs. L. A. Fraser, Mr. and Mrs. K. Wells (Auckland). Hotel Cecil.—Mrs. Campbell Gribbin, Mr. H. G. Cook (Christchurch), Mrs. Crosbie (Palmerston North), Mr. S. C. Scofield (Feilding), Mr. W. J. Carter (Wanganui), Mrs. Freeman (Wellington). HOUSEWIVES' GUIDE Short Supply Of Eggs Expected Though the price of eggs in Wellington remains unchanged, a short supply is expected, and a rise may occur next week. Present retail prices are 2/3 a dozen for grade, 2/2 for A grade and 2/- for B grade. Current prices of fruit, vegetables and provisions are:— Fruit and Vegetables. Pears, cooking, 4/1 to 6/-; W.B.C., 8/- to 9/-; W.B.J., 9/- to 13/6; Winter Cole, 5/- to 7/-. Apples, Jonathan, 6/- to 7/6; Delicious, 8/- to 9/-; Cox's Orange, 10/- to 12/-. Plums, 3/- to 6/-. Grapes, 6d. to 8d. lb. Vegetables: Marrows, 4/- to 5/-; cabbages, 4/- to 6/-; cauliflowers, 5/- to 8/6; tomatoes, 1/6 to 4/6 case; potatoes, 6/- to 7/6 cwt. Groceries and Provisions. The following quotations by the Wellington Master Grocers' Association apply in Wellington city and suburbs only. Butter, 1/7 lb.; eggs, 2/3 doz.; bacon, 1/4 lb.; sugar, 3d. lb.; flour, 25 lb. 3/6. Meat: Beef, sirloin 1/-; steak 1/2; mutton legs 9d.; pork 1/-; bread 4d. loaf. OVERLOADED CAR Too Many Passengers Carried Whether a car carrying too many passengers was loaded so as to be liable to cause injury was argued before Mr. W. F. Stilwell, S.M., in the Magistrate's Court, Wellington, yesterday. A defendant charged with having his car so loaded, Allen Brown, was convicted and ordered to pay costs. He was stated by Traffic Inspector Saunders to have carried eight persons in a car designed to carry five. Mr. F. H. Putnam, for defendant, said the regulation referred only to a vehicle carrying goods. Injury to any person or animal clearly meant injury to someone on the road. The magistrate said he was rather surprised to find that the section could give such a view, but he must hold that the carrying of too many passengers came within the offence. He was satisfied it was a dangerous practice. METEOROLOGICAL Yesterday's Reports The following reports on weather conditions taken throughout New Zealand were received yesterday by the Meteorological Office at 9 a.m. Norfolk Island—Bar. 29.98; ther. 77; E. slight breeze; blue sky; cloudy; sea slight. Cape Maria Van Diemen—Bar. 30.01; ther. 69; E. fresh breeze; cloudy; sea moderate. Auckland—Bar. 30.06; ther. 70; N.E. slight breeze; blue sky; cloudy. East Cape—Bar. 30.07; ther. 68; calm; fine. Napier—Bar. 30.13; ther. 67; calm. New Plymouth—Bar. 30.10; ther. 67; calm; blue sky. Wellington—Bar. 30.08; ther. 66; N.W. light breeze; blue sky; sea smooth. Westport—Bar. 30.11; ther. 61. Christchurch—Bar. 30.11; ther. 62; N.E. slight breeze; cloudy. Dunedin—Bar. 30.12; ther. 60; S. moderate breeze; overcast. Invercargill—Bar. 30.15; ther. 58; calm; cloudy. [538, 34, 816, 1452]
index-row [296, 1127, 529, 1136]
index-row [296, 1217, 529, 1226]
index-row [296, 1037, 529, 1046]
town: PAHIATUA [967, 419, 1005, 428]
town: FEATHERSTON [820, 518, 873, 527]
index-label: Room and Board Wanted [296, 1154, 372, 1163]
mickey-rooney-portrait [297, 466, 407, 576]
meteorological-heading: METEOROLOGICAL [681, 775, 811, 790]
index-row [296, 929, 529, 938]
the-storm-title: THE STORM [297, 124, 407, 180]
index-page: 22 [521, 1046, 529, 1055]
visitors-heading: VISITORS TO WELLINGTON [542, 608, 672, 621]
index-page: 22 [521, 1181, 529, 1190]
newspaper-logo: The Dominion. [8, 4, 172, 26]
delivery-row [968, 500, 1110, 509]
index-page: 22 [521, 1028, 529, 1037]
index-label: Trade and Service Index [296, 1217, 370, 1226]
index-row [296, 1064, 529, 1073]
fun-line: A PARADE OF LAUGHS!! [170, 69, 255, 78]
delivery-row [968, 482, 1110, 491]
index-label: Fruit, Jam, Preserves, Etc. [296, 1028, 375, 1037]
circus-ad: WINTER SHOW BUILDING. AUSTRALIA'S GREATEST PERRY BROS.' CIRCUS AND ZOO. 50 INTERNATIONAL STARS 50. 18 CAGES OF WILD ANIMALS 18. ELEPHANTS. HORSES. PONIES. The Sensation of Sensations—THE FLYING DUNBARS. World's Greatest Troupe of High-Flying Trapeze Artists. Supported by THE STRONGEST COMBINATION OF CIRCUS STARS EVER TO APPEAR ON THE ONE PROGRAMME. 2/0 OPEN 6 TO 8 p.m. DAILY FOR THE FEEDING OF THE ANIMALS. MATINEE SATURDAY, 2.30 p.m. LOCATION: THE WINTER SHOW BUILDING, WELLINGTON. BOX PLANS NOW OPEN AT BEGG'S. [292, 703, 413, 891]
index-label: Situations Wanted [296, 1181, 351, 1190]
index-row [296, 1190, 529, 1199]
index-label: Stock For Sale [296, 1190, 341, 1199]
index-row [296, 1199, 529, 1208]
index-row [296, 1163, 529, 1172]
index-page: 22 [521, 1208, 529, 1217]
